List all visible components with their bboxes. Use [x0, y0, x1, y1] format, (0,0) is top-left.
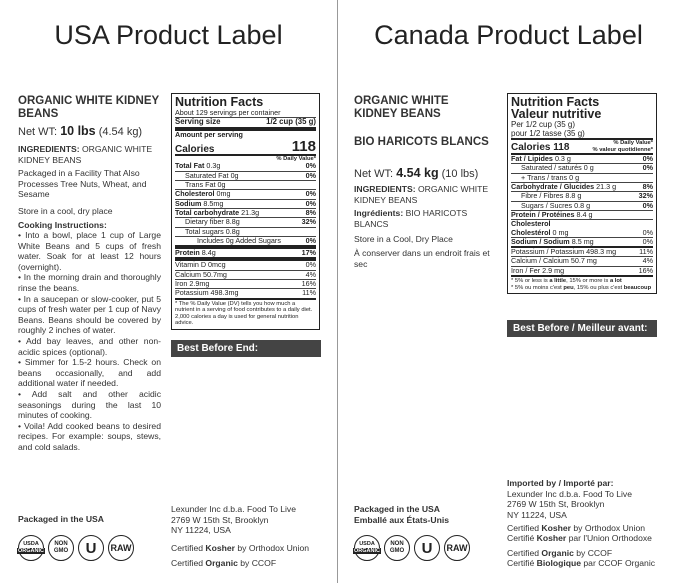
- cert-bold: Biologique: [536, 558, 582, 568]
- usa-allergen-note: Packaged in a Facility That Also Processes Tree Nuts, Wheat, and Sesame: [18, 168, 147, 200]
- usa-cert-badges: [18, 535, 138, 561]
- nutrient-amount: 8.5mg: [203, 198, 224, 208]
- nf-row: [511, 155, 653, 163]
- dv-en: % Daily Value*: [613, 140, 653, 146]
- cholesterol-fr: Cholestérol: [511, 227, 551, 237]
- serving-size-label: Serving size: [175, 117, 221, 127]
- cholesterol-en: Cholesterol: [511, 219, 551, 229]
- fn-b-b2: beaucoup: [623, 284, 652, 291]
- cooking-step: • In the morning drain and thoroughly rinse the beans.: [18, 272, 161, 293]
- fn-a2: , 15% or more is: [566, 278, 610, 285]
- importer-line: Lexunder Inc d.b.a. Food To Live: [507, 488, 633, 499]
- usda-organic-icon: [18, 535, 44, 561]
- nutrient-amount: 0.3g: [206, 161, 221, 171]
- nutrient-amount: 8.8 g: [565, 191, 582, 201]
- canada-best-before-bar: Best Before / Meilleur avant:: [507, 320, 657, 337]
- sodium-label: Sodium / Sodium: [511, 236, 570, 246]
- cholesterol-amt: 0 mg: [552, 227, 569, 237]
- nf-row-label: [511, 174, 579, 182]
- net-wt-alt: (4.54 kg): [98, 126, 143, 138]
- nf-title-en: Nutrition Facts: [511, 95, 600, 109]
- nf-footnote: [511, 275, 653, 291]
- nf-minerals: [175, 257, 316, 297]
- ingredients-label: INGREDIENTS:: [354, 184, 416, 194]
- kosher-u-icon: U: [78, 535, 104, 561]
- mineral-dv: 0%: [305, 260, 316, 270]
- nutrient-amount: 0g: [217, 180, 226, 190]
- fn-a-b2: a lot: [609, 278, 622, 285]
- ingredients-fr-label: Ingrédients:: [354, 208, 404, 218]
- cert-suffix: by Orthodox Union: [571, 523, 646, 533]
- mineral-label: Calcium / Calcium 50.7 mg: [511, 256, 597, 266]
- net-wt-value: 4.54 kg: [396, 166, 439, 180]
- nf-row-label: [175, 237, 281, 245]
- nf-protein: [511, 210, 653, 219]
- mineral-label: Iron 2.9mg: [175, 279, 210, 289]
- canada-organic-cert-fr: [507, 558, 655, 569]
- mineral-dv: 4%: [642, 256, 653, 266]
- canada-net-weight: [354, 166, 478, 180]
- protein-label: Protein / Protéines: [511, 209, 575, 219]
- ingredients-label: INGREDIENTS:: [18, 144, 80, 154]
- cooking-step: • Voila! Add cooked beans to desired recipes. For example: soups, stews, and cold salads.: [18, 420, 161, 452]
- canada-ingredients: [354, 184, 504, 205]
- fn-b: * 5% ou moins c'est: [511, 284, 564, 291]
- importer-line: 2769 W 15th St, Brooklyn: [171, 514, 269, 525]
- canada-storage-fr: À conserver dans un endroit frais et sec: [354, 248, 490, 269]
- cert-bold: Organic: [205, 558, 238, 568]
- net-wt-prefix: Net WT:: [354, 168, 394, 180]
- nutrient-dv: 8%: [642, 182, 653, 192]
- dv-header: % Daily Value*: [276, 155, 316, 162]
- fn-b-b1: peu: [563, 284, 574, 291]
- nf-row: [175, 236, 316, 245]
- net-wt-value: 10 lbs: [60, 124, 96, 138]
- nf-rows: [511, 153, 653, 210]
- mineral-dv: 16%: [638, 265, 653, 275]
- nf-row: [175, 162, 316, 170]
- nutrient-dv: 0%: [305, 189, 316, 199]
- mineral-row: [175, 270, 316, 279]
- nutrient-amount: 8.8g: [225, 217, 240, 227]
- raw-icon: RAW: [444, 535, 470, 561]
- nf-row: [175, 189, 316, 198]
- mineral-label: Potassium / Potassium 498.3 mg: [511, 247, 617, 257]
- nf-row: [175, 227, 316, 236]
- importer-title: Imported by / Importé par:: [507, 478, 614, 488]
- cooking-step: • Into a bowl, place 1 cup of Large White Beans and 5 cups of fresh water. Soak for at least 12 hours (overnight).: [18, 230, 161, 272]
- nutrient-amount: 0 g: [583, 163, 594, 173]
- cert-bold: Kosher: [541, 523, 571, 533]
- nf-protein: [175, 245, 316, 257]
- canada-packaged-en: Packaged in the USA: [354, 504, 440, 514]
- kosher-u-icon: U: [414, 535, 440, 561]
- nf-row-label: [511, 155, 571, 163]
- canada-nutrition-facts: [507, 93, 657, 294]
- mineral-dv: 11%: [639, 247, 653, 257]
- sodium-amt: 8.5 mg: [571, 236, 594, 246]
- usa-nutrition-facts: [171, 93, 320, 330]
- nutrient-name: Sodium: [175, 198, 202, 208]
- nf-row: [175, 208, 316, 217]
- amount-per-label: Amount per serving: [175, 129, 243, 139]
- nutrient-name: Carbohydrate / Glucides: [511, 182, 595, 192]
- net-wt-alt: (10 lbs): [441, 168, 479, 180]
- cert-suffix: by CCOF: [237, 558, 277, 568]
- cert-prefix: Certified: [171, 558, 206, 568]
- cert-prefix: Certified: [171, 543, 206, 553]
- canada-bio-name: BIO HARICOTS BLANCS: [354, 136, 489, 148]
- ingredients-fr-value: BIO HARICOTS BLANCS: [354, 208, 468, 229]
- cert-bold: Kosher: [536, 533, 567, 543]
- canada-cert-badges: [354, 535, 474, 561]
- canada-kosher-cert-en: [507, 523, 645, 534]
- cert-prefix: Certified: [507, 548, 542, 558]
- nf-rows: [175, 162, 316, 245]
- importer-line: Lexunder Inc d.b.a. Food To Live: [171, 504, 297, 514]
- dv-fr: % valeur quotidienne*: [592, 146, 653, 153]
- nutrient-amount: 0.8g: [225, 226, 240, 236]
- nutrient-name: Trans Fat: [185, 180, 216, 190]
- cert-prefix: Certifié: [507, 533, 537, 543]
- nutrient-name: Sugars / Sucres: [521, 200, 573, 210]
- nf-row-label: [175, 218, 240, 226]
- nf-title-fr: Valeur nutritive: [511, 107, 602, 121]
- usa-panel-title: USA Product Label: [54, 20, 283, 50]
- nutrient-amount: 0mg: [216, 189, 231, 199]
- non-gmo-icon: NON GMO: [384, 535, 410, 561]
- nutrient-name: Total Fat: [175, 161, 205, 171]
- importer-line: NY 11224, USA: [507, 509, 567, 520]
- sodium-dv: 0%: [642, 236, 653, 246]
- nutrient-name: + Trans / trans: [521, 172, 568, 182]
- nf-sodium: [511, 237, 653, 246]
- nf-row-label: [175, 190, 231, 198]
- cert-suffix: par l'Union Orthodoxe: [566, 533, 652, 543]
- nf-per-fr: pour 1/2 tasse (35 g): [511, 129, 585, 138]
- cert-suffix: par CCOF Organic: [581, 558, 656, 568]
- usa-best-before-bar: Best Before End:: [171, 340, 321, 357]
- nf-row: [511, 163, 653, 172]
- raw-icon: RAW: [108, 535, 134, 561]
- fn-a: * 5% or less is: [511, 278, 550, 285]
- nf-cholesterol: [511, 219, 653, 237]
- nutrient-amount: 21.3 g: [596, 182, 617, 192]
- nf-row-label: [511, 192, 581, 200]
- fn-b2: , 15% ou plus c'est: [573, 284, 624, 291]
- nutrient-dv: 8%: [305, 207, 316, 217]
- protein-amt: 8.4g: [201, 248, 216, 258]
- nutrient-name: Total carbohydrate: [175, 207, 240, 217]
- dv-header: [592, 140, 653, 153]
- nutrient-amount: 0 g: [569, 172, 580, 182]
- ingredients-value: ORGANIC WHITE KIDNEY BEANS: [18, 144, 153, 165]
- protein-dv: 17%: [301, 248, 316, 258]
- nf-row: [175, 199, 316, 208]
- cooking-steps: [18, 230, 161, 452]
- nutrient-name: Fat / Lipides: [511, 154, 553, 164]
- nutrient-dv: 0%: [305, 170, 316, 180]
- usa-product-name: ORGANIC WHITE KIDNEY BEANS: [18, 95, 159, 120]
- canada-importer: [507, 478, 632, 520]
- canada-packaged-fr: Emballé aux États-Unis: [354, 515, 450, 525]
- nf-footnote: * The % Daily Value (DV) tells you how much a nutrient in a serving of food contributes to a daily diet. 2,000 calories a day is used for general nutrition advice.: [175, 298, 316, 327]
- mineral-row: [175, 279, 316, 288]
- usda-top: USDA: [359, 541, 375, 547]
- usa-kosher-cert: [171, 543, 309, 554]
- fn-a-b1: a little: [549, 278, 567, 285]
- canada-panel-title: Canada Product Label: [374, 20, 643, 50]
- usa-ingredients: [18, 144, 166, 165]
- nf-calories: [175, 139, 316, 154]
- nutrient-dv: 0%: [305, 198, 316, 208]
- mineral-row: [511, 256, 653, 265]
- usda-organic-icon: [354, 535, 380, 561]
- nf-row: [511, 173, 653, 182]
- nf-title: Nutrition Facts: [175, 95, 264, 109]
- nf-row-label: [175, 172, 239, 180]
- nf-row-label: [511, 183, 616, 191]
- canada-product-name: ORGANIC WHITE KIDNEY BEANS: [354, 95, 449, 120]
- cooking-step: • Add salt and other acidic seasonings during the last 10 minutes of cooking.: [18, 388, 161, 421]
- cooking-step: • Add bay leaves, and other non-acidic spices (optional).: [18, 335, 161, 357]
- mineral-label: Vitamin D 0mcg: [175, 260, 226, 270]
- nutrient-name: Fibre / Fibres: [521, 191, 564, 201]
- canada-storage-en: Store in a Cool, Dry Place: [354, 234, 453, 244]
- nf-row-label: [175, 162, 220, 170]
- usa-label-panel: [0, 0, 337, 583]
- net-wt-prefix: Net WT:: [18, 126, 58, 138]
- importer-line: 2769 W 15th St, Brooklyn: [507, 499, 605, 510]
- canada-kosher-cert-fr: [507, 533, 652, 544]
- nutrient-dv: 0%: [642, 200, 653, 210]
- mineral-row: [175, 288, 316, 297]
- cert-prefix: Certifié: [507, 558, 537, 568]
- usa-importer: [171, 504, 296, 536]
- nf-calories-row: [511, 138, 653, 153]
- ingredients-value: ORGANIC WHITE KIDNEY BEANS: [354, 184, 489, 205]
- nutrient-amount: 0.3 g: [554, 154, 571, 164]
- nf-per-en: Per 1/2 cup (35 g): [511, 120, 576, 129]
- mineral-row: [175, 261, 316, 269]
- nutrient-amount: 0g: [230, 170, 239, 180]
- nutrient-amount: 0.8 g: [574, 200, 591, 210]
- mineral-label: Potassium 498.3mg: [175, 288, 239, 298]
- nf-row-label: [175, 228, 240, 236]
- cooking-title: Cooking Instructions:: [18, 220, 107, 230]
- nf-row: [175, 171, 316, 180]
- canada-label-panel: [338, 0, 679, 583]
- nf-row-label: [511, 164, 594, 172]
- nutrient-name: Includes 0g Added Sugars: [197, 235, 281, 245]
- nutrient-dv: 0%: [642, 154, 653, 164]
- canada-ingredients-fr: [354, 208, 484, 229]
- protein-amt: 8.4 g: [576, 209, 593, 219]
- nutrient-name: Dietary fiber: [185, 217, 224, 227]
- nf-row-label: [175, 200, 223, 208]
- usa-net-weight: [18, 124, 142, 138]
- calories-label: Calories: [175, 143, 215, 155]
- cert-bold: Kosher: [205, 543, 235, 553]
- cert-suffix: by CCOF: [573, 548, 613, 558]
- calories-value: 118: [291, 137, 316, 155]
- usa-storage: Store in a cool, dry place: [18, 206, 113, 216]
- usda-band: ORGANIC: [18, 548, 44, 554]
- nutrient-name: Saturated Fat: [185, 170, 229, 180]
- nf-row-label: [175, 209, 259, 217]
- importer-line: NY 11224, USA: [171, 525, 231, 536]
- nf-row: [175, 180, 316, 189]
- nutrient-name: Saturated / saturés: [521, 163, 582, 173]
- non-gmo-icon: NON GMO: [48, 535, 74, 561]
- cooking-step: • In a saucepan or slow-cooker, put 5 cups of fresh water per 1 cup of Navy Beans. Beans should be covered by roughly 2 inches of water.: [18, 293, 161, 336]
- nutrient-name: Total sugars: [185, 226, 224, 236]
- nf-row-label: [175, 181, 226, 189]
- canada-organic-cert-en: [507, 548, 612, 559]
- nf-row: [511, 182, 653, 191]
- cholesterol-dv: 0%: [642, 227, 653, 237]
- nf-row-label: [511, 202, 590, 210]
- mineral-dv: 11%: [302, 288, 316, 298]
- nf-minerals: [511, 246, 653, 275]
- nf-servings: About 129 servings per container: [175, 108, 281, 117]
- nutrient-dv: 32%: [301, 217, 316, 227]
- nutrient-amount: 21.3g: [241, 207, 260, 217]
- cooking-step: • Simmer for 1.5-2 hours. Check on beans occasionally, and add additional water if needed.: [18, 357, 161, 389]
- nutrient-name: Cholesterol: [175, 189, 215, 199]
- mineral-dv: 16%: [301, 279, 316, 289]
- nutrient-dv: 0%: [305, 235, 316, 245]
- nutrient-dv: 0%: [305, 161, 316, 171]
- usda-top: USDA: [23, 541, 39, 547]
- nf-serving-size: [175, 117, 316, 126]
- mineral-row: [511, 266, 653, 275]
- cert-prefix: Certified: [507, 523, 542, 533]
- nf-row: [511, 191, 653, 200]
- mineral-dv: 4%: [305, 269, 316, 279]
- nutrient-dv: 0%: [642, 163, 653, 173]
- usa-packaged-in: Packaged in the USA: [18, 514, 104, 524]
- nutrient-dv: 32%: [638, 191, 653, 201]
- cert-bold: Organic: [541, 548, 574, 558]
- mineral-label: Iron / Fer 2.9 mg: [511, 265, 565, 275]
- cert-suffix: by Orthodox Union: [235, 543, 310, 553]
- protein-label: Protein: [175, 248, 200, 258]
- nf-row: [175, 217, 316, 226]
- serving-size-value: 1/2 cup (35 g): [266, 117, 316, 127]
- usda-band: ORGANIC: [354, 548, 380, 554]
- calories: Calories 118: [511, 142, 570, 154]
- nf-row: [511, 201, 653, 210]
- mineral-row: [511, 248, 653, 256]
- usa-organic-cert: [171, 558, 276, 569]
- mineral-label: Calcium 50.7mg: [175, 269, 227, 279]
